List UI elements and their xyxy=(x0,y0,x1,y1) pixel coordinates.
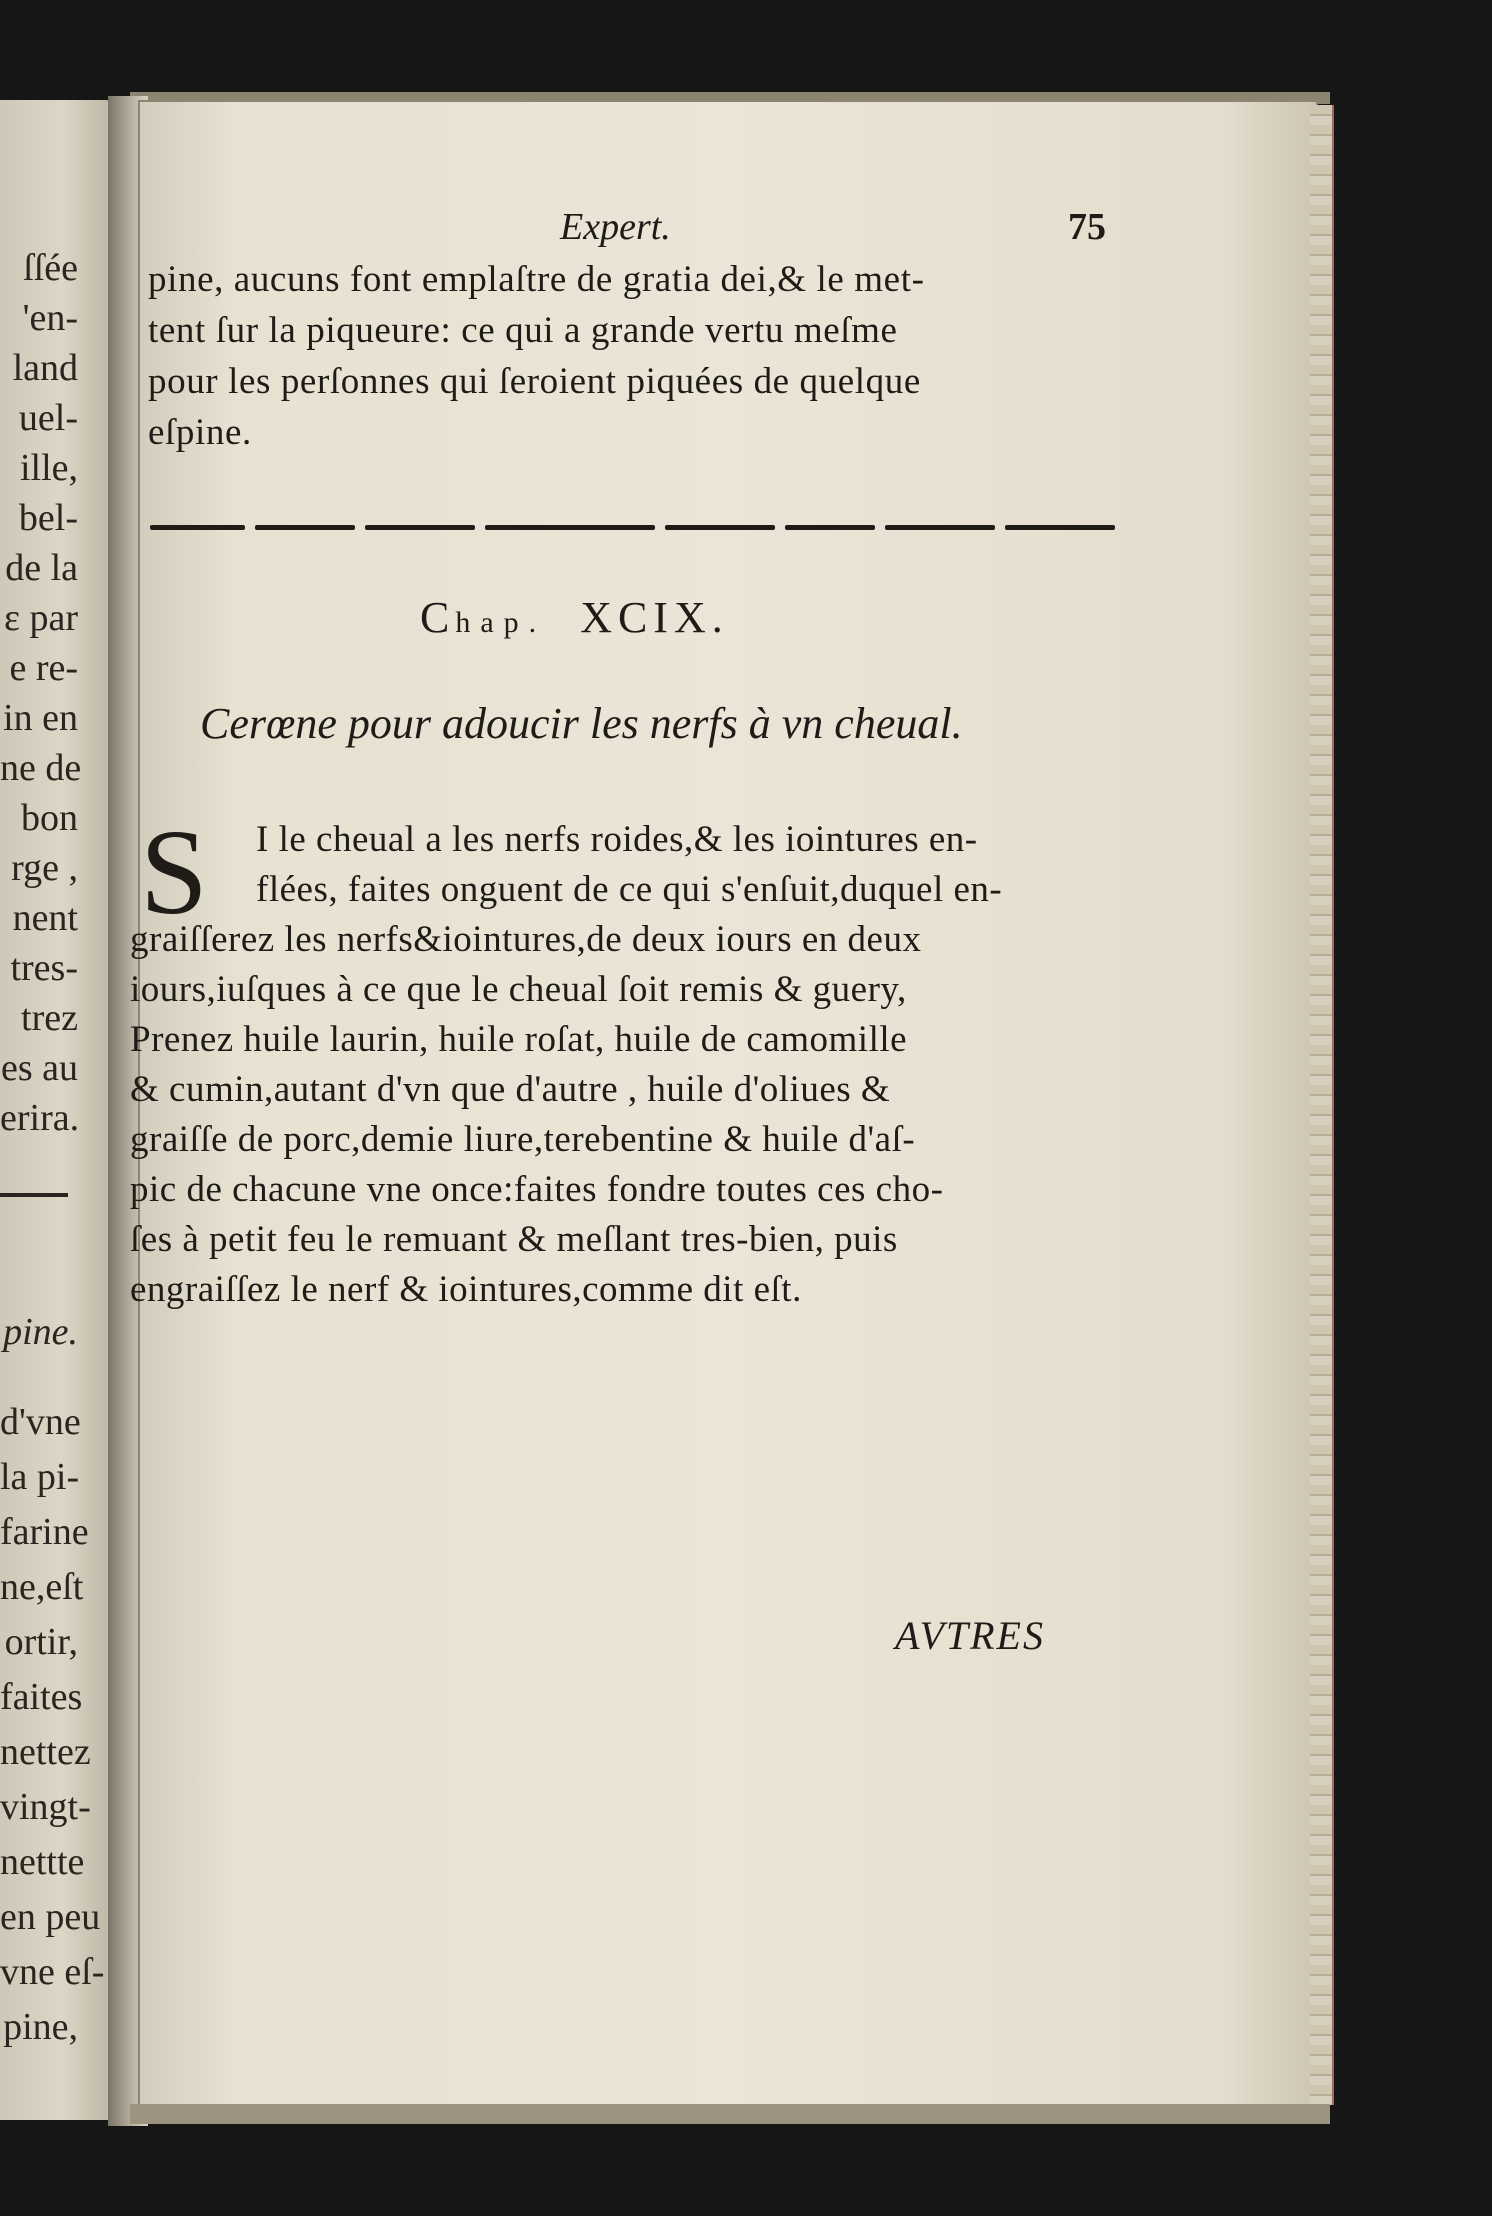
section-title: Cerœne pour adoucir les nerfs à vn cheual. xyxy=(200,699,963,748)
divider-segment xyxy=(785,525,875,530)
chapter-prefix-rest: hap. xyxy=(455,606,547,639)
left-page-fragment: la pi- xyxy=(0,1456,80,1498)
left-page-fragment: nent xyxy=(12,897,78,939)
left-page-fragment: ɛ par xyxy=(4,597,78,639)
left-page-fragment: nettez xyxy=(0,1731,91,1773)
text-line: I le cheual a les nerfs roides,& les iointures en- xyxy=(256,819,978,860)
text-line: eſpine. xyxy=(148,412,252,453)
divider-segment xyxy=(150,525,245,530)
divider-segment xyxy=(665,525,775,530)
left-page-fragment: ortir, xyxy=(4,1621,78,1663)
left-page xyxy=(0,100,112,2120)
left-page-fragment: in en xyxy=(3,697,78,739)
text-line: pour les perſonnes qui ſeroient piquées de quelque xyxy=(148,361,921,402)
left-page-fragment: vne eſ- xyxy=(0,1951,105,1993)
drop-cap: S xyxy=(140,805,208,940)
divider-segment xyxy=(1005,525,1115,530)
text-line: Prenez huile laurin, huile roſat, huile de camomille xyxy=(130,1019,908,1060)
chapter-prefix-initial: C xyxy=(420,593,456,642)
running-head: Expert. xyxy=(560,206,671,248)
left-page-fragment: 'en- xyxy=(22,297,78,339)
section-divider xyxy=(150,525,1115,533)
text-line: graiſſerez les nerfs&iointures,de deux iours en deux xyxy=(130,919,922,960)
left-page-fragment: d'vne xyxy=(0,1401,81,1443)
left-page-fragment: en peu xyxy=(0,1896,101,1938)
left-page-fragment: ne,eſt xyxy=(0,1566,84,1608)
left-page-fragment: pine. xyxy=(3,1311,78,1353)
text-line: engraiſſez le nerf & iointures,comme dit eſt. xyxy=(130,1269,802,1310)
left-page-fragment: es au xyxy=(0,1047,78,1089)
left-page-fragment: farine xyxy=(0,1511,89,1553)
left-page-fragment: ſſée xyxy=(23,247,78,289)
left-page-fragment: land xyxy=(12,347,78,389)
text-line: pine, aucuns font emplaſtre de gratia dei,& le met- xyxy=(148,259,925,300)
left-page-fragment: tres- xyxy=(10,947,78,989)
left-page-fragment: e re- xyxy=(9,647,78,689)
text-line: tent ſur la piqueure: ce qui a grande vertu meſme xyxy=(148,310,898,351)
chapter-heading xyxy=(420,592,729,643)
left-page-fragment: ne de xyxy=(0,747,82,789)
divider-segment xyxy=(255,525,355,530)
book-bottom-edge xyxy=(130,2104,1330,2124)
text-line: ſes à petit feu le remuant & meſlant tres-bien, puis xyxy=(130,1219,898,1260)
text-line: iours,iuſques à ce que le cheual ſoit remis & guery, xyxy=(130,969,907,1010)
left-page-fragment: rge , xyxy=(11,847,78,889)
left-page-fragment: pine, xyxy=(3,2006,78,2048)
text-line: & cumin,autant d'vn que d'autre , huile d'oliues & xyxy=(130,1069,891,1110)
left-page-fragment: ille, xyxy=(19,447,78,489)
text-line: flées, faites onguent de ce qui s'enſuit,duquel en- xyxy=(256,869,1003,910)
left-page-fragment: de la xyxy=(5,547,78,589)
left-page-fragment: vingt- xyxy=(0,1786,91,1828)
catchword: AVTRES xyxy=(895,1613,1045,1658)
left-page-fragment: bel- xyxy=(18,497,78,539)
text-line: graiſſe de porc,demie liure,terebentine & huile d'aſ- xyxy=(130,1119,916,1160)
divider-segment xyxy=(485,525,655,530)
divider-segment xyxy=(365,525,475,530)
left-page-rule xyxy=(0,1193,68,1197)
divider-segment xyxy=(885,525,995,530)
left-page-fragment: nettte xyxy=(0,1841,85,1883)
left-page-fragment: erira. xyxy=(0,1097,80,1139)
left-page-fragment: trez xyxy=(21,997,78,1039)
page-fore-edge xyxy=(1310,105,1332,2105)
page-number: 75 xyxy=(1068,206,1106,248)
left-page-fragment: uel- xyxy=(18,397,78,439)
text-line: pic de chacune vne once:faites fondre toutes ces cho- xyxy=(130,1169,944,1210)
left-page-fragment: bon xyxy=(21,797,78,839)
chapter-number: XCIX. xyxy=(580,593,729,642)
left-page-fragment: faites xyxy=(0,1676,83,1718)
